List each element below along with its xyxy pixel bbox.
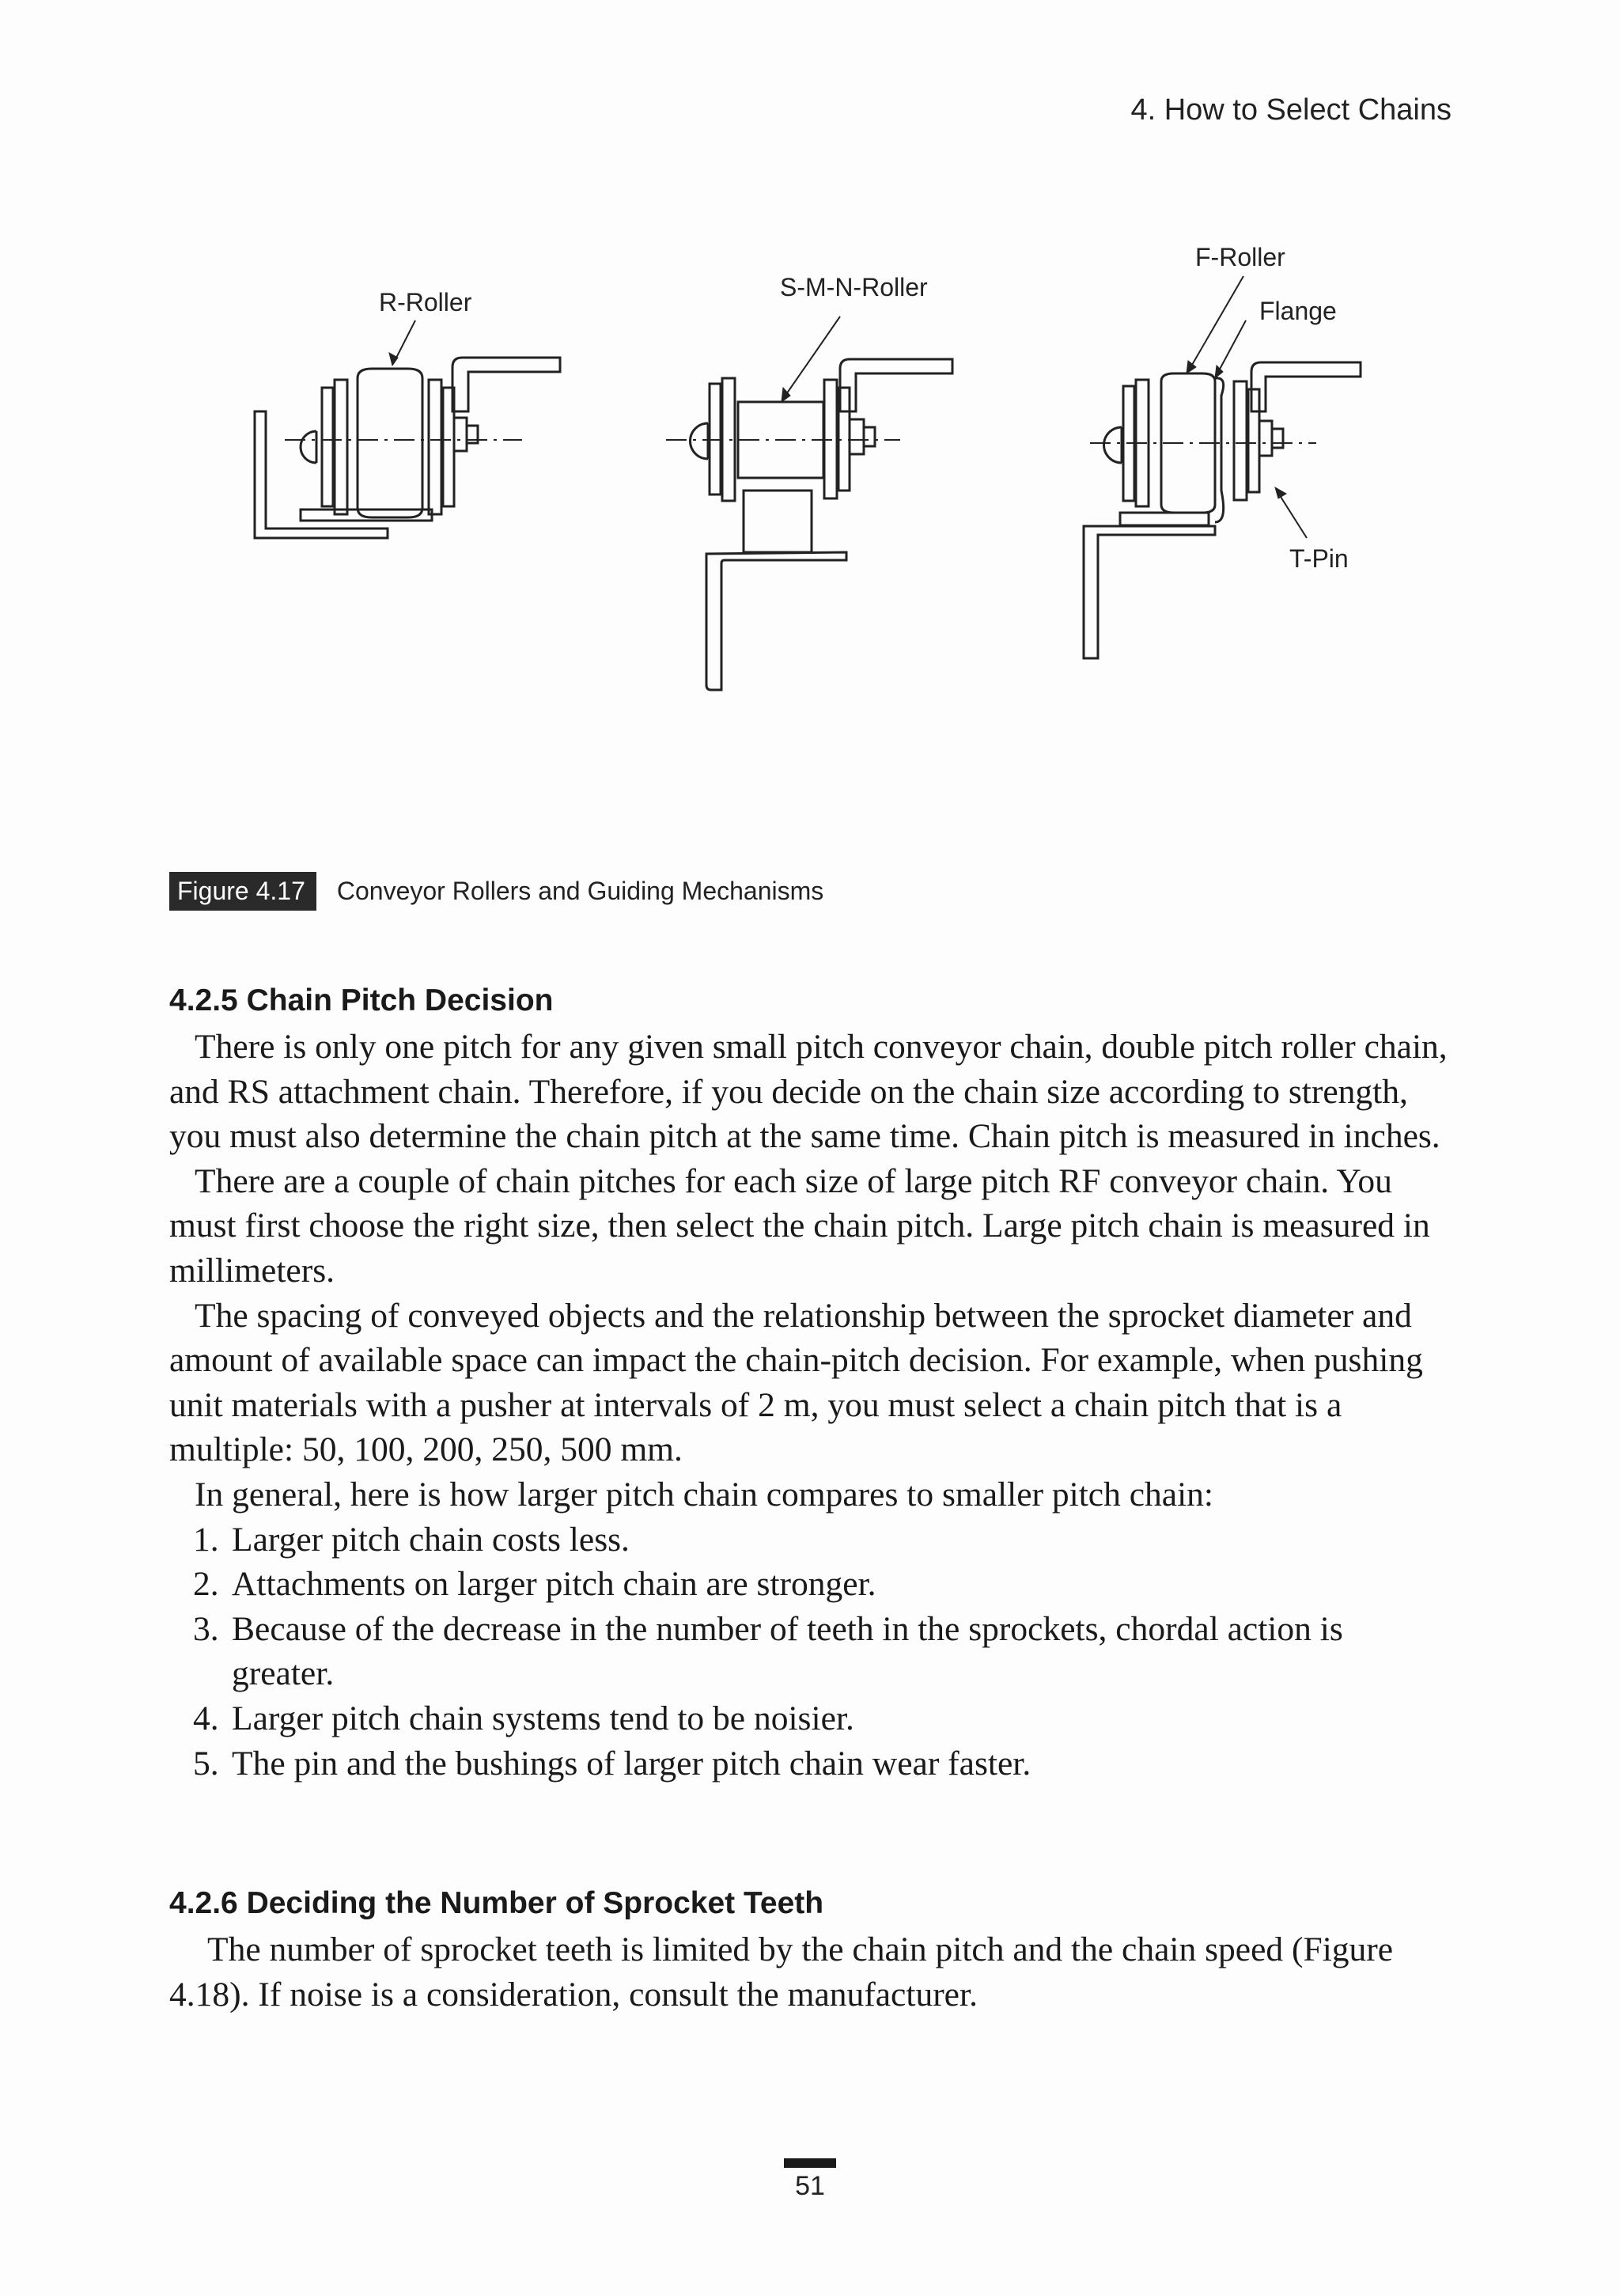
list-text: Attachments on larger pitch chain are stronger. <box>232 1565 876 1604</box>
figure-number: Figure 4.17 <box>169 872 316 911</box>
r-roller-drawing <box>255 320 560 538</box>
heading-4-2-6: 4.2.6 Deciding the Number of Sprocket Teeth <box>169 1886 824 1920</box>
list-item <box>169 1517 1451 1563</box>
paragraph: The number of sprocket teeth is limited by the chain pitch and the chain speed (Figure 4.18). If noise is a consideration, consult the manufacturer. <box>169 1930 1394 2014</box>
label-r-roller: R-Roller <box>379 288 472 316</box>
list-text: The pin and the bushings of larger pitch chain wear faster. <box>232 1744 1031 1783</box>
comparison-list <box>169 1517 1451 1786</box>
label-f-roller: F-Roller <box>1195 243 1285 271</box>
list-number: 3. <box>193 1609 219 1648</box>
list-item <box>169 1696 1451 1741</box>
list-item <box>169 1607 1451 1696</box>
figure-caption <box>169 872 823 911</box>
paragraph: There is only one pitch for any given small pitch conveyor chain, double pitch roller chain, and RS attachment chain. Therefore, if you decide on the chain size according to strength, you must also determine the chain pitch at the same time. Chain pitch is measured in inches. <box>169 1028 1448 1156</box>
section-4-2-6-body <box>169 1927 1451 2017</box>
running-head: 4. How to Select Chains <box>1130 93 1452 127</box>
list-text: Larger pitch chain costs less. <box>232 1520 630 1559</box>
list-text: Because of the decrease in the number of teeth in the sprockets, chordal action is greater. <box>232 1609 1343 1693</box>
f-roller-drawing <box>1084 276 1361 658</box>
section-4-2-5-body <box>169 1025 1451 1786</box>
page-number: 51 <box>795 2171 825 2201</box>
paragraph: In general, here is how larger pitch chain compares to smaller pitch chain: <box>195 1475 1214 1514</box>
list-number: 2. <box>193 1565 219 1604</box>
paragraph: The spacing of conveyed objects and the relationship between the sprocket diameter and amount of available space can impact the chain-pitch decision. For example, when pushing unit materials with a pusher at intervals of 2 m, you must select a chain pitch that is a multiple: 50, 100, 200, 250, 500 mm. <box>169 1296 1423 1469</box>
figure-caption-text: Conveyor Rollers and Guiding Mechanisms <box>336 877 824 905</box>
list-number: 1. <box>193 1520 219 1559</box>
page-number-rule <box>784 2158 836 2168</box>
list-number: 4. <box>193 1699 219 1737</box>
page-footer <box>784 2158 836 2202</box>
label-t-pin: T-Pin <box>1289 544 1349 573</box>
paragraph: There are a couple of chain pitches for each size of large pitch RF conveyor chain. You must first choose the right size, then select the chain pitch. Large pitch chain is measured in millimeters. <box>169 1161 1430 1290</box>
heading-4-2-5: 4.2.5 Chain Pitch Decision <box>169 983 554 1017</box>
list-number: 5. <box>193 1744 219 1783</box>
list-item <box>169 1741 1451 1786</box>
list-text: Larger pitch chain systems tend to be noisier. <box>232 1699 854 1737</box>
list-item <box>169 1562 1451 1607</box>
conveyor-rollers-figure <box>0 0 1620 918</box>
label-flange: Flange <box>1259 297 1337 325</box>
smn-roller-drawing <box>666 316 952 690</box>
label-smn-roller: S-M-N-Roller <box>780 273 928 301</box>
